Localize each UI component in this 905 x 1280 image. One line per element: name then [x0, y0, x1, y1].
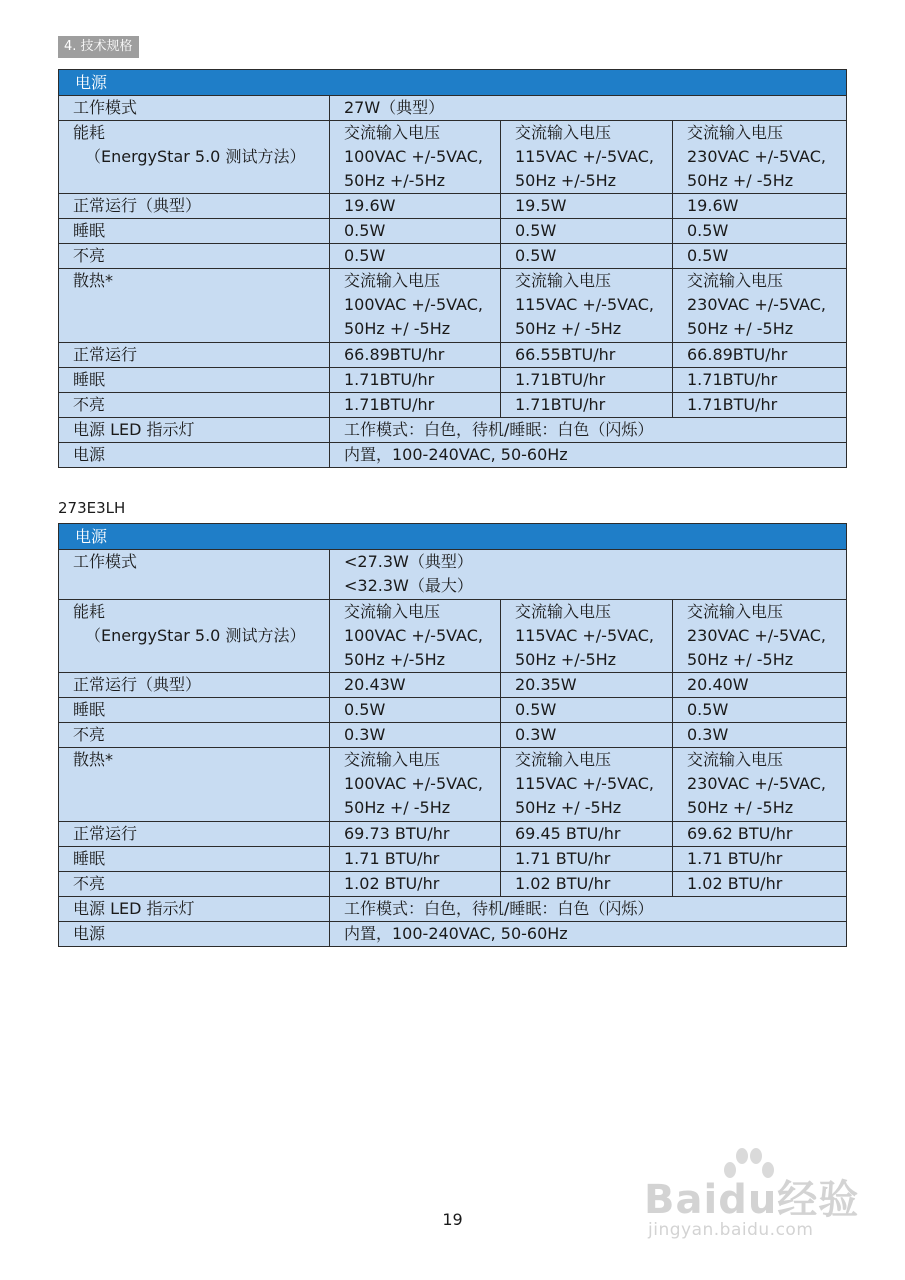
row-label-sleep: 睡眠: [59, 219, 330, 244]
value-cell: 0.5W: [501, 219, 673, 244]
baidu-watermark: [640, 1150, 860, 1250]
row-label-heat-off: 不亮: [59, 872, 330, 897]
text-line: 50Hz +/-5Hz: [515, 650, 617, 669]
value-cell: 1.71BTU/hr: [501, 393, 673, 418]
power-label: 能耗: [73, 123, 106, 142]
power-col-115v: [501, 600, 673, 673]
value-cell: 0.5W: [501, 244, 673, 269]
value-cell: 19.5W: [501, 194, 673, 219]
text-line: 100VAC +/-5VAC,: [344, 626, 483, 645]
text-line: 230VAC +/-5VAC,: [687, 626, 826, 645]
value-cell: 1.02 BTU/hr: [330, 872, 501, 897]
mode-typical: <27.3W（典型）: [344, 552, 473, 571]
row-label-heat-normal: 正常运行: [59, 343, 330, 368]
table-header: 电源: [59, 524, 847, 550]
value-cell: 69.45 BTU/hr: [501, 822, 673, 847]
heat-col-115v: [501, 748, 673, 822]
value-cell: 0.5W: [501, 698, 673, 723]
row-label-sleep: 睡眠: [59, 698, 330, 723]
power-label: 能耗: [73, 602, 106, 621]
text-line: 50Hz +/ -5Hz: [687, 650, 794, 669]
text-line: 交流输入电压: [687, 271, 784, 290]
text-line: 50Hz +/-5Hz: [344, 650, 446, 669]
row-label-heat-off: 不亮: [59, 393, 330, 418]
text-line: 50Hz +/ -5Hz: [344, 798, 451, 817]
power-spec-table-1: [58, 69, 847, 468]
value-cell: 1.71BTU/hr: [673, 393, 847, 418]
row-label-normal: 正常运行（典型）: [59, 673, 330, 698]
value-cell: 1.02 BTU/hr: [673, 872, 847, 897]
power-col-115v: [501, 121, 673, 194]
value-cell: 0.3W: [501, 723, 673, 748]
row-label-normal: 正常运行（典型）: [59, 194, 330, 219]
power-method-label: （EnergyStar 5.0 测试方法）: [85, 626, 306, 645]
section-tag: 4. 技术规格: [58, 36, 139, 58]
led-value: 工作模式：白色，待机/睡眠：白色（闪烁）: [330, 418, 847, 443]
row-label-heat: 散热*: [59, 269, 330, 343]
text-line: 230VAC +/-5VAC,: [687, 147, 826, 166]
text-line: 100VAC +/-5VAC,: [344, 295, 483, 314]
row-label-off: 不亮: [59, 723, 330, 748]
text-line: 交流输入电压: [687, 602, 784, 621]
value-cell: 0.5W: [673, 244, 847, 269]
text-line: 50Hz +/-5Hz: [344, 171, 446, 190]
power-col-230v: [673, 121, 847, 194]
mode-value: 27W（典型）: [330, 96, 847, 121]
mode-max: <32.3W（最大）: [344, 576, 473, 595]
power-col-230v: [673, 600, 847, 673]
text-line: 50Hz +/ -5Hz: [515, 319, 622, 338]
text-line: 50Hz +/ -5Hz: [344, 319, 451, 338]
row-label-heat-sleep: 睡眠: [59, 368, 330, 393]
value-cell: 1.71BTU/hr: [673, 368, 847, 393]
table-header: 电源: [59, 70, 847, 96]
text-line: 交流输入电压: [344, 750, 441, 769]
model-label: 273E3LH: [58, 499, 126, 517]
text-line: 115VAC +/-5VAC,: [515, 774, 654, 793]
text-line: 交流输入电压: [344, 271, 441, 290]
value-cell: 20.40W: [673, 673, 847, 698]
value-cell: 0.3W: [330, 723, 501, 748]
heat-col-100v: [330, 748, 501, 822]
value-cell: 0.5W: [330, 244, 501, 269]
text-line: 100VAC +/-5VAC,: [344, 774, 483, 793]
text-line: 115VAC +/-5VAC,: [515, 147, 654, 166]
text-line: 交流输入电压: [515, 602, 612, 621]
value-cell: 1.71BTU/hr: [330, 368, 501, 393]
value-cell: 20.43W: [330, 673, 501, 698]
value-cell: 0.5W: [673, 219, 847, 244]
led-value: 工作模式：白色，待机/睡眠：白色（闪烁）: [330, 897, 847, 922]
power-col-100v: [330, 600, 501, 673]
value-cell: 1.71 BTU/hr: [330, 847, 501, 872]
value-cell: 66.55BTU/hr: [501, 343, 673, 368]
value-cell: 1.71 BTU/hr: [673, 847, 847, 872]
power-spec-table-2: [58, 523, 847, 947]
mode-value: [330, 550, 847, 600]
value-cell: 20.35W: [501, 673, 673, 698]
value-cell: 1.71BTU/hr: [501, 368, 673, 393]
text-line: 50Hz +/ -5Hz: [687, 319, 794, 338]
value-cell: 69.62 BTU/hr: [673, 822, 847, 847]
value-cell: 1.02 BTU/hr: [501, 872, 673, 897]
text-line: 115VAC +/-5VAC,: [515, 295, 654, 314]
text-line: 交流输入电压: [515, 750, 612, 769]
watermark-brand: Baidu经验: [644, 1177, 860, 1223]
value-cell: 69.73 BTU/hr: [330, 822, 501, 847]
text-line: 230VAC +/-5VAC,: [687, 295, 826, 314]
row-label-supply: 电源: [59, 922, 330, 947]
text-line: 交流输入电压: [344, 602, 441, 621]
value-cell: 1.71 BTU/hr: [501, 847, 673, 872]
value-cell: 66.89BTU/hr: [330, 343, 501, 368]
value-cell: 19.6W: [673, 194, 847, 219]
text-line: 50Hz +/ -5Hz: [687, 171, 794, 190]
text-line: 交流输入电压: [687, 750, 784, 769]
value-cell: 0.5W: [330, 219, 501, 244]
power-method-label: （EnergyStar 5.0 测试方法）: [85, 147, 306, 166]
text-line: 230VAC +/-5VAC,: [687, 774, 826, 793]
text-line: 50Hz +/ -5Hz: [515, 798, 622, 817]
row-label-mode: 工作模式: [59, 550, 330, 600]
heat-col-230v: [673, 748, 847, 822]
value-cell: 66.89BTU/hr: [673, 343, 847, 368]
value-cell: 0.3W: [673, 723, 847, 748]
value-cell: 0.5W: [673, 698, 847, 723]
text-line: 交流输入电压: [687, 123, 784, 142]
row-label-mode: 工作模式: [59, 96, 330, 121]
text-line: 50Hz +/-5Hz: [515, 171, 617, 190]
heat-col-115v: [501, 269, 673, 343]
supply-value: 内置，100-240VAC, 50-60Hz: [330, 443, 847, 468]
row-label-led: 电源 LED 指示灯: [59, 418, 330, 443]
row-label-heat: 散热*: [59, 748, 330, 822]
row-label-power: [59, 600, 330, 673]
value-cell: 19.6W: [330, 194, 501, 219]
text-line: 交流输入电压: [515, 271, 612, 290]
row-label-power: [59, 121, 330, 194]
power-col-100v: [330, 121, 501, 194]
page-number: 19: [442, 1210, 463, 1229]
text-line: 交流输入电压: [344, 123, 441, 142]
row-label-heat-sleep: 睡眠: [59, 847, 330, 872]
row-label-led: 电源 LED 指示灯: [59, 897, 330, 922]
supply-value: 内置，100-240VAC, 50-60Hz: [330, 922, 847, 947]
value-cell: 1.71BTU/hr: [330, 393, 501, 418]
row-label-supply: 电源: [59, 443, 330, 468]
row-label-heat-normal: 正常运行: [59, 822, 330, 847]
heat-col-230v: [673, 269, 847, 343]
row-label-off: 不亮: [59, 244, 330, 269]
text-line: 115VAC +/-5VAC,: [515, 626, 654, 645]
value-cell: 0.5W: [330, 698, 501, 723]
text-line: 100VAC +/-5VAC,: [344, 147, 483, 166]
text-line: 交流输入电压: [515, 123, 612, 142]
text-line: 50Hz +/ -5Hz: [687, 798, 794, 817]
heat-col-100v: [330, 269, 501, 343]
watermark-url: jingyan.baidu.com: [648, 1220, 814, 1240]
